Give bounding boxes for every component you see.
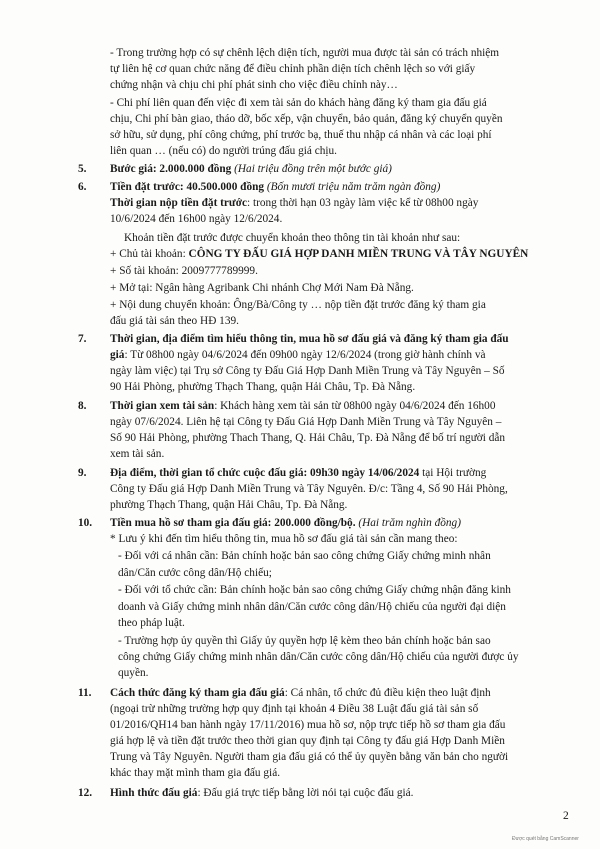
section-11-number: 11. [78,687,92,699]
section-11-line-6: khác thay mặt mình tham gia đấu giá. [110,767,281,779]
section-12-line [110,786,413,800]
section-8-number: 8. [78,400,87,412]
intro-bullet-2-line-4: liên quan … (nếu có) do người trúng đấu giá chịu. [110,145,337,157]
section-6-note: (Bốn mươi triệu năm trăm ngàn đồng) [264,181,441,193]
section-10-note-line: * Lưu ý khi đến tìm hiểu thông tin, mua hồ sơ đấu giá tài sản cần mang theo: [110,533,458,545]
section-11-text-1: : Cá nhân, tổ chức đủ điều kiện theo luật định [284,687,491,699]
section-9-line-1 [110,466,486,480]
section-8-line-3: Số 90 Hải Phòng, phường Thach Thang, Q. Hải Châu, Tp. Đà Nẵng để bố trí người dẫn [110,432,506,444]
intro-bullet-1-line-1: - Trong trường hợp có sự chênh lệch diện tích, người mua được tài sản có trách nhiệm [110,47,500,59]
section-9-number: 9. [78,467,87,479]
section-9-label: Địa điểm, thời gian tổ chức cuộc đấu giá: 09h30 ngày 14/06/2024 [110,467,420,479]
account-bank: + Mở tại: Ngân hàng Agribank Chi nhánh Chợ Mới Nam Đà Nẵng. [110,282,414,294]
proxy-docs-line-3: quyền. [118,667,149,679]
section-5-line [110,162,392,176]
transfer-content-line-1: + Nội dung chuyển khoản: Ông/Bà/Công ty … nộp tiền đặt trước đăng ký tham gia [110,299,486,311]
scanner-footer: Được quét bằng CamScanner [512,836,579,842]
section-5-note: (Hai triệu đồng trên một bước giá) [231,163,392,175]
org-docs-line-1: - Đối với tổ chức cần: Bản chính hoặc bản sao công chứng Giấy chứng nhận đăng kinh [118,584,511,596]
section-8-line-2: ngày 07/6/2024. Liên hệ tại Công ty Đấu Giá Hợp Danh Miền Trung và Tây Nguyên – [110,416,502,428]
section-10-note: (Hai trăm nghìn đồng) [355,517,461,529]
section-12-label: Hình thức đấu giá [110,787,198,799]
account-owner-value: CÔNG TY ĐẤU GIÁ HỢP DANH MIỀN TRUNG VÀ TÂY NGUYÊN [188,248,529,260]
section-7-label-line-2: giá [110,349,125,361]
page-number: 2 [563,810,569,822]
org-docs-line-2: doanh và Giấy chứng minh nhân dân/Căn cước công dân/Hộ chiếu của người đại diện [118,601,506,613]
section-11-line-4: giá hợp lệ và tiền đặt trước theo thời gian quy định tại Công ty đấu giá Hợp Danh Miền [110,735,505,747]
proxy-docs-line-1: - Trường hợp ủy quyền thì Giấy ủy quyền hợp lệ kèm theo bản chính hoặc bản sao [118,635,491,647]
transfer-content-line-2: đấu giá tài sản theo HĐ 139. [110,315,239,327]
transfer-intro: Khoản tiền đặt trước được chuyển khoản theo thông tin tài khoản như sau: [124,232,461,244]
intro-bullet-2-line-3: sở hữu, sử dụng, phí công chứng, phí trước bạ, thuế thu nhập cá nhân và các loại phí [110,129,492,141]
section-7-line-2 [110,348,486,362]
section-10-number: 10. [78,517,93,529]
section-7-label-line-1: Thời gian, địa điểm tìm hiểu thông tin, mua hồ sơ đấu giá và đăng ký tham gia đấu [110,333,509,345]
account-number: + Số tài khoản: 2009777789999. [110,265,258,277]
section-11-line-3: 01/2016/QH14 ban hành ngày 17/11/2016) mua hồ sơ, nộp trực tiếp hồ sơ tham gia đấu [110,719,506,731]
intro-bullet-2-line-1: - Chi phí liên quan đến việc đi xem tài sản do khách hàng đăng ký tham gia đấu giá [110,97,487,109]
org-docs-line-3: theo pháp luật. [118,617,185,629]
section-7-number: 7. [78,333,87,345]
account-owner-label: + Chủ tài khoản: [110,248,189,260]
section-12-number: 12. [78,787,93,799]
intro-bullet-1-line-3: chứng nhận và chịu chi phí phát sinh cho việc điều chỉnh này… [110,79,398,91]
section-8-line-4: xem tài sản. [110,448,165,460]
section-5-label: Bước giá: 2.000.000 đồng [110,163,232,175]
section-9-text-1: tại Hội trường [419,467,487,479]
section-10-line [110,516,461,530]
section-11-line-5: Trung và Tây Nguyên. Người tham gia đấu giá có thể ủy quyền bằng văn bản cho người [110,751,509,763]
section-8-text-1: : Khách hàng xem tài sản từ 08h00 ngày 04/6/2024 đến 16h00 [214,400,496,412]
section-6-line [110,180,440,194]
section-7-text-2: : Từ 08h00 ngày 04/6/2024 đến 09h00 ngày 12/6/2024 (trong giờ hành chính và [124,349,486,361]
deposit-time-line-1 [110,196,478,210]
section-8-line-1 [110,399,495,413]
person-docs-line-2: dân/Căn cước công dân/Hộ chiếu; [118,567,272,579]
section-6-number: 6. [78,181,87,193]
section-10-label: Tiền mua hồ sơ tham gia đấu giá: 200.000 đồng/bộ. [110,517,356,529]
section-7-line-3: ngày làm việc) tại Trụ sở Công ty Đấu Giá Hợp Danh Miền Trung và Tây Nguyên – Số [110,365,505,377]
deposit-time-label: Thời gian nộp tiền đặt trước [110,197,247,209]
section-9-line-2: Công ty Đấu giá Hợp Danh Miền Trung và Tây Nguyên. Đ/c: Tầng 4, Số 90 Hải Phòng, [110,483,508,495]
section-7-line-4: 90 Hải Phòng, phường Thạch Thang, quận Hải Châu, Tp. Đà Nẵng. [110,381,416,393]
account-owner [110,247,528,261]
section-11-label: Cách thức đăng ký tham gia đấu giá [110,687,285,699]
section-11-line-2: (ngoại trừ những trường hợp quy định tại khoản 4 Điều 38 Luật đấu giá tài sản số [110,703,479,715]
section-12-text: : Đấu giá trực tiếp bằng lời nói tại cuộc đấu giá. [197,787,414,799]
section-6-label: Tiền đặt trước: 40.500.000 đồng [110,181,265,193]
person-docs-line-1: - Đối với cá nhân cần: Bản chính hoặc bản sao công chứng Giấy chứng minh nhân [118,550,491,562]
section-8-label: Thời gian xem tài sản [110,400,215,412]
proxy-docs-line-2: công chứng Giấy chứng minh nhân dân/Căn cước công dân/Hộ chiếu của người được ủy [118,651,519,663]
intro-bullet-1-line-2: tự liên hệ cơ quan chức năng để điều chỉnh phần diện tích chênh lệch so với giấy [110,63,476,75]
section-5-number: 5. [78,163,87,175]
deposit-time-text: : trong thời hạn 03 ngày làm việc kể từ 08h00 ngày [246,197,479,209]
section-11-line-1 [110,686,491,700]
section-9-line-3: phường Thạch Thang, quận Hải Châu, Tp. Đà Nẵng. [110,499,348,511]
intro-bullet-2-line-2: chịu, Chi phí bàn giao, tháo dỡ, bốc xếp, vận chuyển, bảo quản, đăng ký chuyển quyền [110,113,503,125]
deposit-time-line-2: 10/6/2024 đến 16h00 ngày 12/6/2024. [110,213,283,225]
